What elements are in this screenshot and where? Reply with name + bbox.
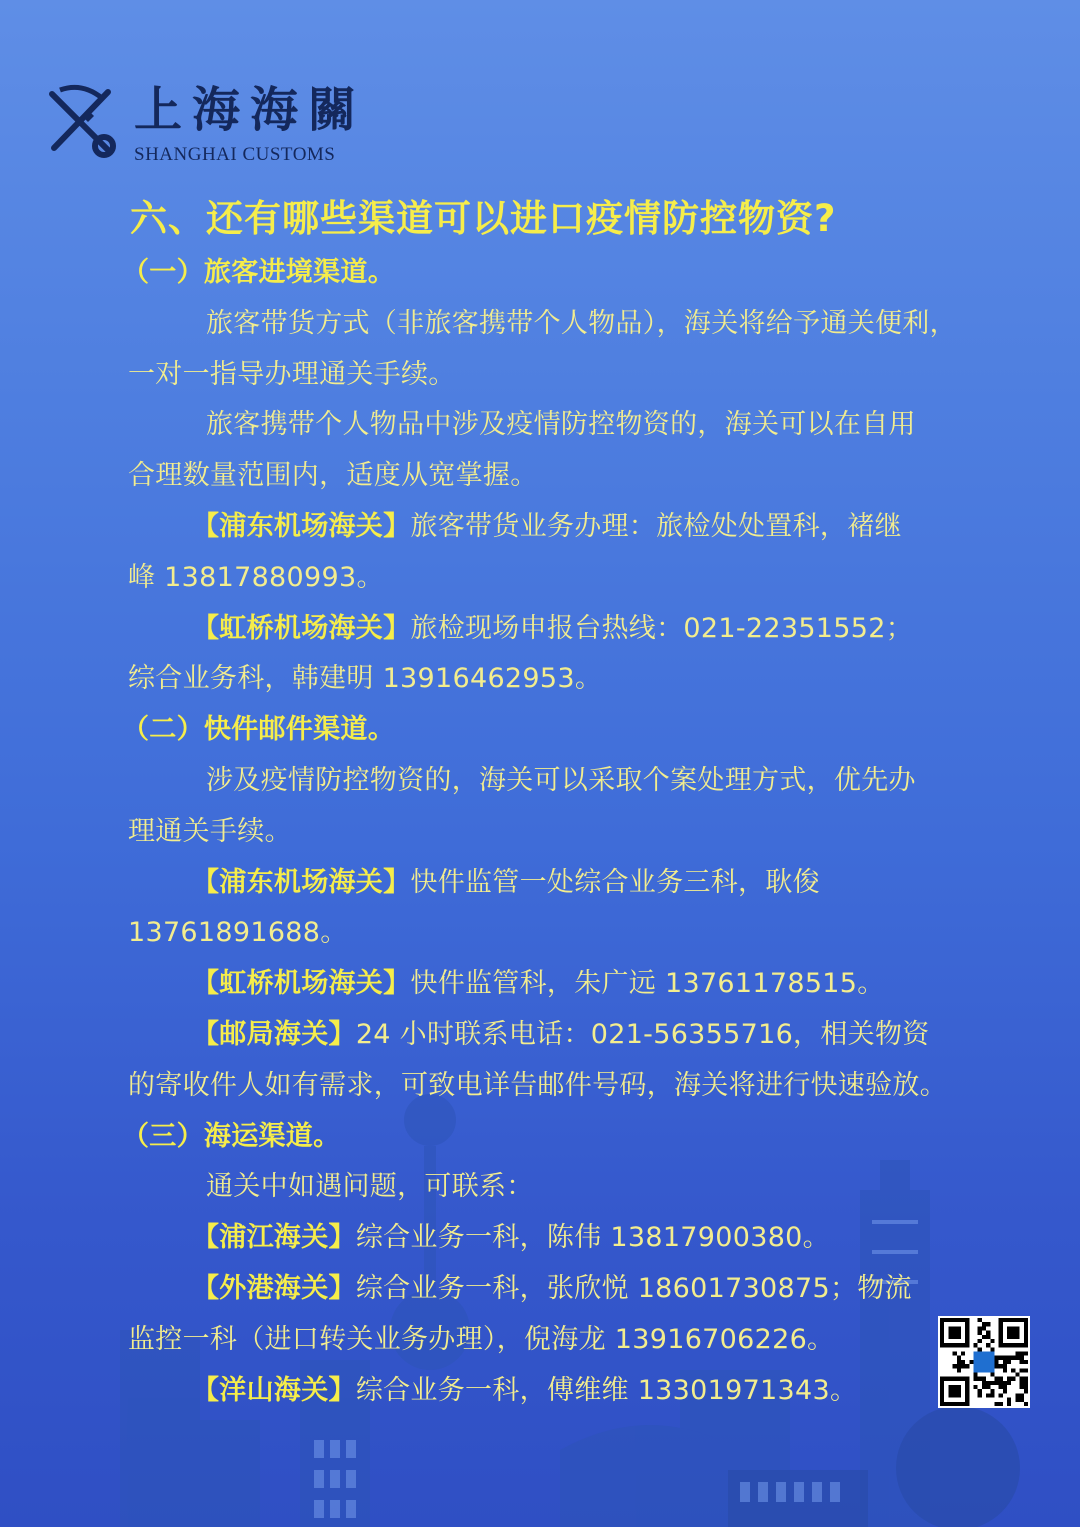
contact-line [128, 1264, 973, 1315]
contact-text: 24 小时联系电话：021-56355716，相关物资 [355, 1018, 930, 1050]
contact-text: 旅客带货业务办理：旅检处处置科，褚继 [410, 510, 902, 542]
paragraph-line: 旅客携带个人物品中涉及疫情防控物资的，海关可以在自用 [206, 409, 916, 441]
contact-continuation: 监控一科（进口转关业务办理），倪海龙 13916706226。 [128, 1323, 835, 1355]
contact-text: 快件监管科，朱广远 13761178515。 [410, 968, 885, 1000]
contact-text: 综合业务一科，陈伟 13817900380。 [355, 1222, 830, 1254]
contact-line [128, 1010, 973, 1061]
contact-label: 【浦东机场海关】 [192, 510, 411, 542]
shanghai-customs-logo [42, 82, 366, 166]
paragraph-line: 涉及疫情防控物资的，海关可以采取个案处理方式，优先办 [206, 764, 916, 796]
logo-english-name: SHANGHAI CUSTOMS [134, 144, 336, 165]
paragraph-line: 一对一指导办理通关手续。 [128, 358, 456, 390]
contact-continuation: 13761891688。 [128, 917, 348, 949]
contact-line [128, 858, 973, 909]
contact-text: 旅检现场申报台热线：021-22351552； [410, 612, 914, 644]
contact-label: 【洋山海关】 [192, 1374, 356, 1406]
paragraph-line: 旅客带货方式（非旅客携带个人物品），海关将给予通关便利， [206, 307, 957, 339]
contact-line [128, 1213, 973, 1264]
contact-line [128, 959, 973, 1010]
section-heading: （二）快件邮件渠道。 [122, 714, 395, 746]
page-title: 六、还有哪些渠道可以进口疫情防控物资? [130, 197, 837, 240]
contact-text: 快件监管一处综合业务三科，耿俊 [410, 866, 820, 898]
contact-line [128, 604, 973, 655]
contact-label: 【虹桥机场海关】 [192, 612, 411, 644]
contact-label: 【邮局海关】 [192, 1018, 356, 1050]
paragraph-line: 理通关手续。 [128, 815, 292, 847]
logo-chinese-name: 上海海關 [134, 82, 367, 138]
contact-continuation: 综合业务科，韩建明 13916462953。 [128, 663, 603, 695]
qr-code[interactable] [938, 1316, 1030, 1408]
customs-emblem-icon [42, 82, 122, 162]
contact-label: 【虹桥机场海关】 [192, 968, 411, 1000]
contact-continuation: 峰 13817880993。 [128, 561, 384, 593]
main-content [122, 190, 973, 1416]
contact-line [128, 502, 973, 553]
qr-code-icon [940, 1318, 1028, 1406]
contact-label: 【浦江海关】 [192, 1222, 356, 1254]
contact-label: 【外港海关】 [192, 1272, 356, 1304]
contact-text: 综合业务一科，傅维维 13301971343。 [355, 1374, 858, 1406]
paragraph-line: 合理数量范围内，适度从宽掌握。 [128, 460, 538, 492]
section-heading: （三）海运渠道。 [122, 1120, 341, 1152]
paragraph-line: 通关中如遇问题，可联系： [206, 1171, 534, 1203]
contact-label: 【浦东机场海关】 [192, 866, 411, 898]
contact-line [128, 1366, 973, 1417]
contact-continuation: 的寄收件人如有需求，可致电详告邮件号码，海关将进行快速验放。 [128, 1069, 947, 1101]
section-heading: （一）旅客进境渠道。 [122, 257, 395, 288]
contact-text: 综合业务一科，张欣悦 18601730875；物流 [355, 1272, 912, 1304]
